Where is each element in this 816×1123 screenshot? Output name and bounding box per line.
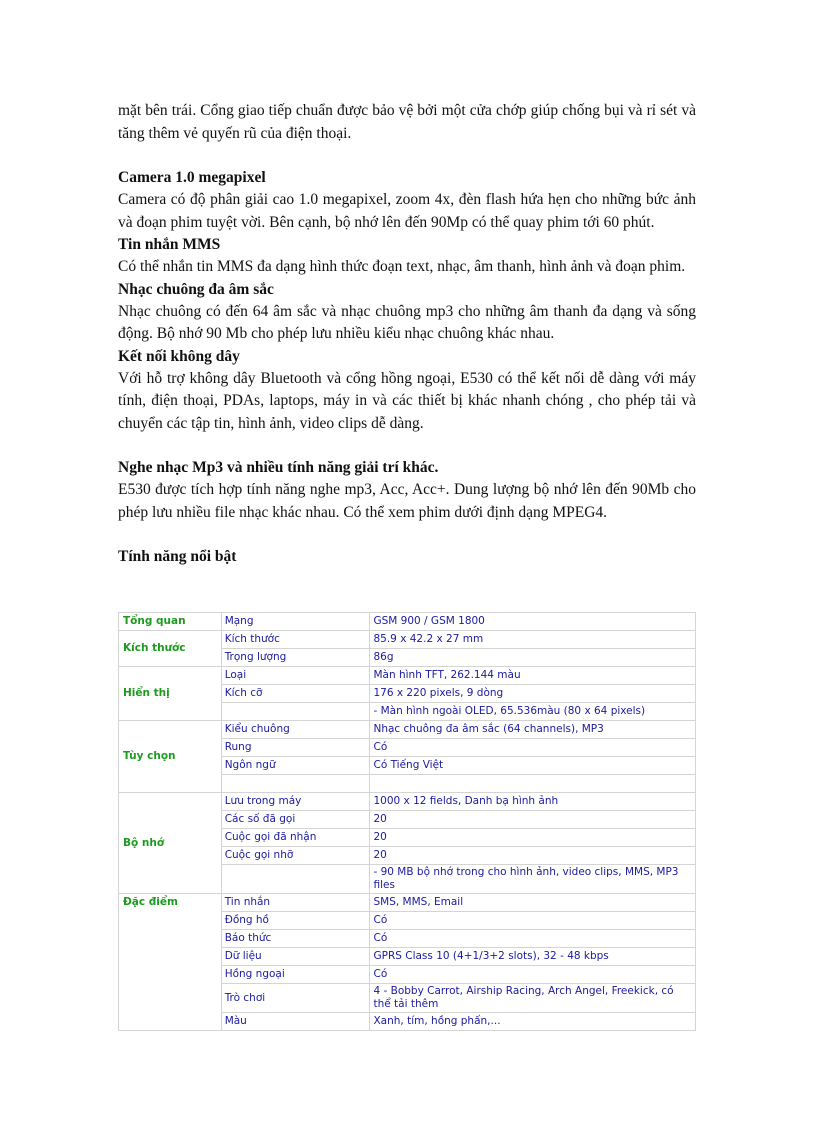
spec-value: 20 xyxy=(370,829,696,847)
spec-key: Kích cỡ xyxy=(221,685,370,703)
spec-value: GPRS Class 10 (4+1/3+2 slots), 32 - 48 kbps xyxy=(370,948,696,966)
spec-key: Hồng ngoại xyxy=(221,966,370,984)
spec-key: Kiểu chuông xyxy=(221,721,370,739)
table-row xyxy=(119,721,696,739)
intro-paragraph: mặt bên trái. Cổng giao tiếp chuẩn được bảo vệ bởi một cửa chớp giúp chống bụi và rỉ sét và tăng thêm vẻ quyến rũ của điện thoại. xyxy=(118,102,696,142)
spec-value: 20 xyxy=(370,811,696,829)
spec-key-empty xyxy=(221,865,370,894)
specs-table xyxy=(118,612,696,1031)
section-text-mms: Có thể nhắn tin MMS đa dạng hình thức đoạn text, nhạc, âm thanh, hình ảnh và đoạn phim. xyxy=(118,258,686,275)
spec-value: 1000 x 12 fields, Danh bạ hình ảnh xyxy=(370,793,696,811)
spec-key: Các số đã gọi xyxy=(221,811,370,829)
spec-key: Mạng xyxy=(221,613,370,631)
spec-key: Đồng hồ xyxy=(221,912,370,930)
spec-value: GSM 900 / GSM 1800 xyxy=(370,613,696,631)
section-heading-camera: Camera 1.0 megapixel xyxy=(118,169,266,186)
section-text-wireless: Với hỗ trợ không dây Bluetooth và cổng hồng ngoại, E530 có thể kết nối dễ dàng với máy tính, điện thoại, PDAs, laptops, máy in và các thiết bị khác nhanh chóng , cho phép tải và chuyển các tập tin, hình ảnh, video clips dễ dàng. xyxy=(118,369,696,432)
spec-value: Có xyxy=(370,966,696,984)
spec-value: Xanh, tím, hồng phấn,... xyxy=(370,1013,696,1031)
spec-category: Hiển thị xyxy=(119,667,222,721)
spec-key: Rung xyxy=(221,739,370,757)
spec-value: Có xyxy=(370,912,696,930)
spec-category: Tổng quan xyxy=(119,613,222,631)
table-row xyxy=(119,613,696,631)
spec-key: Ngôn ngữ xyxy=(221,757,370,775)
spec-value: - 90 MB bộ nhớ trong cho hình ảnh, video clips, MMS, MP3 files xyxy=(370,865,696,894)
spec-value-empty xyxy=(370,775,696,793)
spec-value: - Màn hình ngoài OLED, 65.536màu (80 x 64 pixels) xyxy=(370,703,696,721)
table-row xyxy=(119,631,696,649)
spec-value: 4 - Bobby Carrot, Airship Racing, Arch Angel, Freekick, có thể tải thêm xyxy=(370,984,696,1013)
section-heading-mms: Tin nhắn MMS xyxy=(118,236,221,253)
spec-key: Lưu trong máy xyxy=(221,793,370,811)
spec-value: 86g xyxy=(370,649,696,667)
spec-key: Cuộc gọi đã nhận xyxy=(221,829,370,847)
spec-key: Dữ liệu xyxy=(221,948,370,966)
spec-key: Kích thước xyxy=(221,631,370,649)
spec-key: Loại xyxy=(221,667,370,685)
spec-key: Màu xyxy=(221,1013,370,1031)
table-row xyxy=(119,894,696,912)
spec-category: Kích thước xyxy=(119,631,222,667)
document-body xyxy=(118,100,696,586)
spec-category: Đặc điểm xyxy=(119,894,222,1031)
features-title: Tính năng nổi bật xyxy=(118,548,237,565)
spec-key: Trò chơi xyxy=(221,984,370,1013)
section-heading-mp3: Nghe nhạc Mp3 và nhiều tính năng giải trí khác. xyxy=(118,459,439,476)
section-text-ringtone: Nhạc chuông có đến 64 âm sắc và nhạc chuông mp3 cho những âm thanh đa dạng và sống động. Bộ nhớ 90 Mb cho phép lưu nhiều kiểu nhạc chuông khác nhau. xyxy=(118,302,696,342)
spec-value: Màn hình TFT, 262.144 màu xyxy=(370,667,696,685)
spec-category: Tùy chọn xyxy=(119,721,222,793)
spec-value: Có xyxy=(370,930,696,948)
spec-value: Có Tiếng Việt xyxy=(370,757,696,775)
table-row xyxy=(119,793,696,811)
spec-value: Nhạc chuông đa âm sắc (64 channels), MP3 xyxy=(370,721,696,739)
spec-key-empty xyxy=(221,775,370,793)
section-heading-ringtone: Nhạc chuông đa âm sắc xyxy=(118,280,274,298)
spec-key: Tin nhắn xyxy=(221,894,370,912)
spec-key: Trọng lượng xyxy=(221,649,370,667)
section-heading-wireless: Kết nối không dây xyxy=(118,347,240,365)
spec-key-empty xyxy=(221,703,370,721)
spec-category: Bộ nhớ xyxy=(119,793,222,894)
spec-value: 85.9 x 42.2 x 27 mm xyxy=(370,631,696,649)
spec-value: Có xyxy=(370,739,696,757)
spec-value: SMS, MMS, Email xyxy=(370,894,696,912)
section-text-mp3: E530 được tích hợp tính năng nghe mp3, Acc, Acc+. Dung lượng bộ nhớ lên đến 90Mb cho phép lưu nhiều file nhạc khác nhau. Có thể xem phim dưới định dạng MPEG4. xyxy=(118,481,696,521)
spec-key: Báo thức xyxy=(221,930,370,948)
spec-key: Cuộc gọi nhỡ xyxy=(221,847,370,865)
table-row xyxy=(119,667,696,685)
spec-value: 176 x 220 pixels, 9 dòng xyxy=(370,685,696,703)
spec-value: 20 xyxy=(370,847,696,865)
section-text-camera: Camera có độ phân giải cao 1.0 megapixel, zoom 4x, đèn flash hứa hẹn cho những bức ảnh và đoạn phim tuyệt vời. Bên cạnh, bộ nhớ lên đến 90Mp có thể quay phim tới 60 phút. xyxy=(118,191,696,231)
